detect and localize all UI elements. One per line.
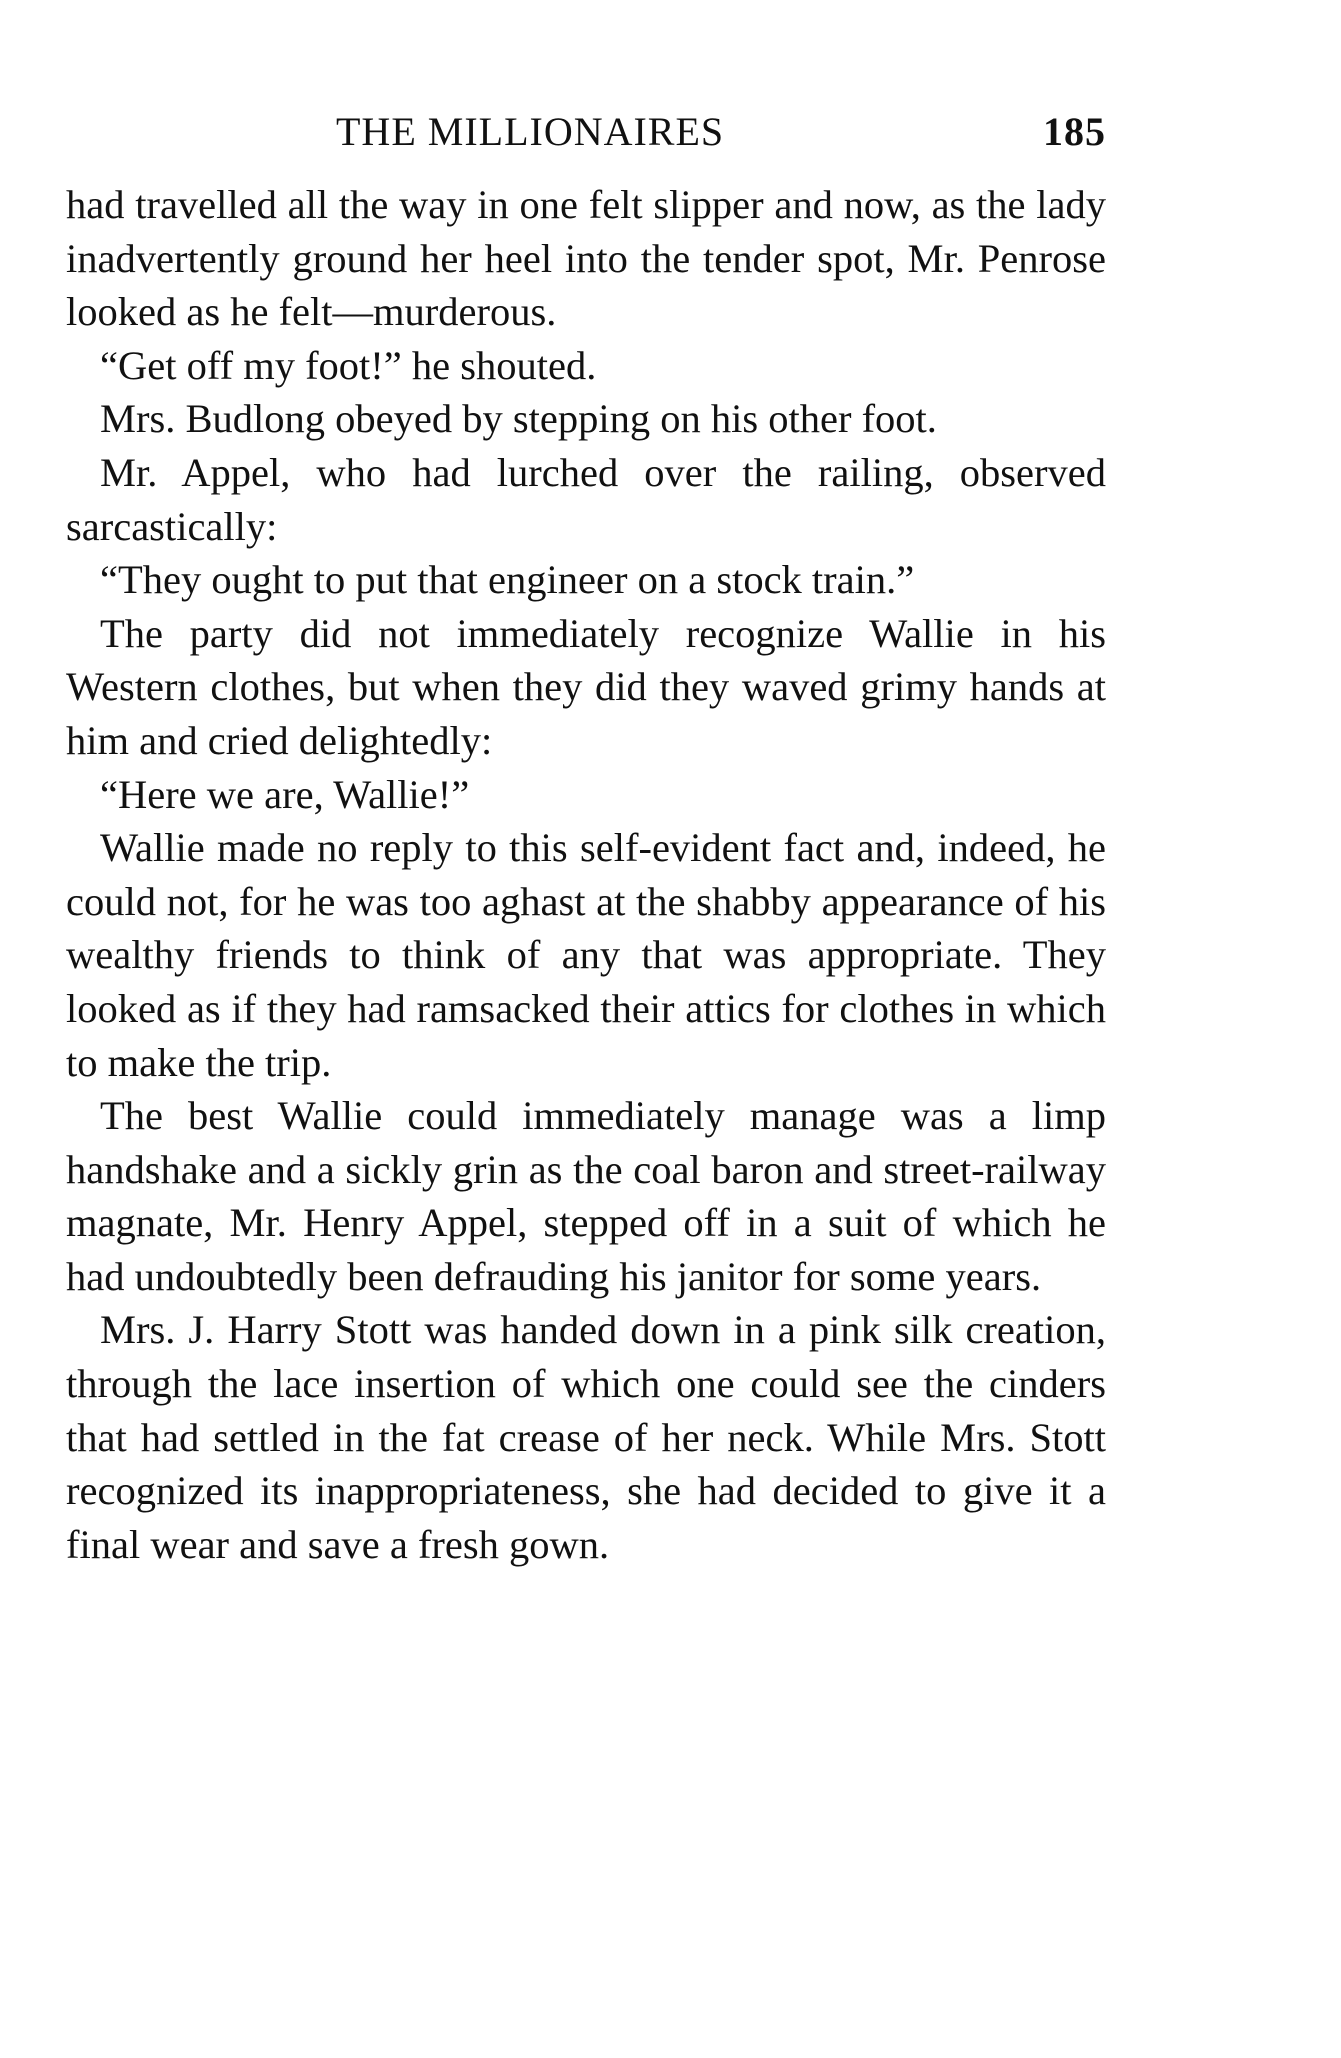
page-number: 185 (1043, 109, 1106, 154)
running-title: THE MILLIONAIRES (336, 109, 725, 154)
paragraph: Mrs. J. Harry Stott was handed down in a pink silk creation, through the lace insertion of which one could see the cinders that had settled in the fat crease of her neck. While Mrs. Stott recognized its inappropriateness, she had decided to give it a final wear and save a fresh gown. (66, 1307, 1106, 1567)
running-header (66, 108, 1106, 168)
paragraph: The best Wallie could immediately manage was a limp handshake and a sickly grin as the coal baron and street-railway magnate, Mr. Henry Appel, stepped off in a suit of which he had undoubtedly been defrauding his janitor for some years. (66, 1093, 1106, 1299)
paragraph: Mr. Appel, who had lurched over the railing, observed sarcastically: (66, 449, 1106, 549)
body-text (66, 178, 1106, 1571)
paragraph: Wallie made no reply to this self-evident fact and, indeed, he could not, for he was too aghast at the shabby appearance of his wealthy friends to think of any that was appropriate. They looked as if they had ramsacked their attics for clothes in which to make the trip. (66, 825, 1106, 1085)
paragraph: “Get off my foot!” he shouted. (100, 342, 597, 388)
paragraph: “They ought to put that engineer on a stock train.” (100, 557, 915, 603)
paragraph: Mrs. Budlong obeyed by stepping on his other foot. (100, 396, 937, 442)
paragraph: The party did not immediately recognize Wallie in his Western clothes, but when they did they waved grimy hands at him and cried delightedly: (66, 610, 1106, 763)
paragraph-continued: had travelled all the way in one felt slipper and now, as the lady inadvertently ground her heel into the tender spot, Mr. Penrose looked as he felt—murderous. (66, 182, 1106, 335)
paragraph: “Here we are, Wallie!” (100, 771, 470, 817)
